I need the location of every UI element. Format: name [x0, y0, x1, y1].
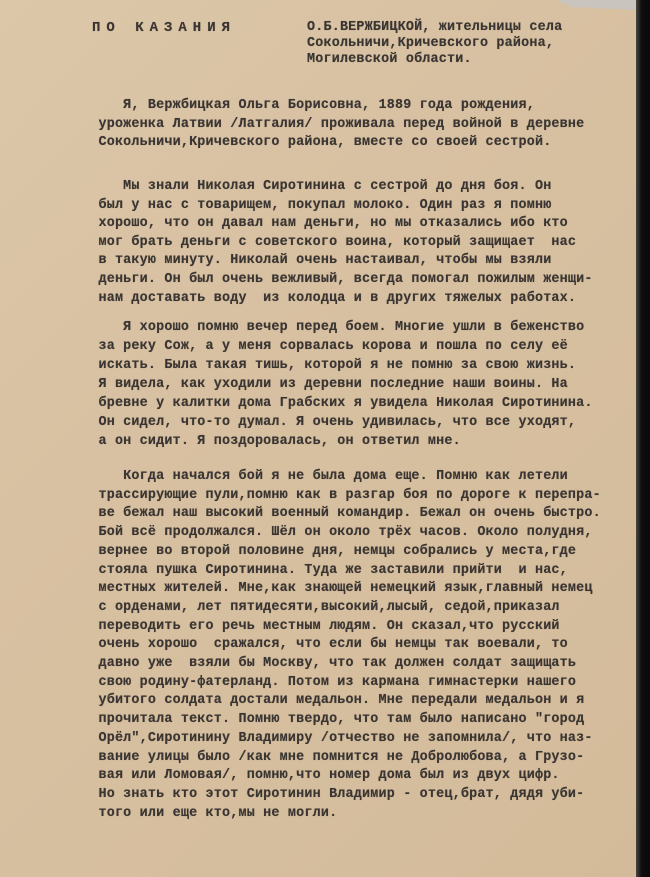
text-line: того или еще кто,мы не могли. [82, 805, 338, 821]
text-line: деньги. Он был очень вежливый, всегда помогал пожилым женщи- [82, 271, 593, 287]
text-line: Когда начался бой я не была дома еще. Помню как летели [82, 469, 568, 484]
text-line: Орёл",Сиротинину Владимиру /отчество не запомнила/, что наз- [82, 730, 593, 746]
text-line: с орденами, лет пятидесяти,высокий,лысый, седой,приказал [82, 599, 560, 615]
text-line: Сокольничи,Кричевского района, вместе со своей сестрой. [82, 135, 552, 151]
text-line: Я хорошо помню вечер перед боем. Многие ушли в беженство [82, 320, 585, 335]
text-line: убитого солдата достали медальон. Мне передали медальон и я [82, 693, 585, 709]
text-line: нам доставать воду из колодца и в других тяжелых работах. [82, 290, 577, 306]
page-corner [556, 0, 636, 10]
text-line: Мы знали Николая Сиротинина с сестрой до дня боя. Он [82, 179, 552, 194]
text-line: свою родину-фатерланд. Потом из кармана гимнастерки нашего [82, 674, 577, 690]
text-line: местных жителей. Мне,как знающей немецкий язык,главный немец [82, 581, 593, 597]
text-line: очень хорошо сражался, что если бы немцы так воевали, то [82, 637, 568, 653]
text-line: вернее во второй половине дня, немцы собрались у места,где [82, 543, 577, 559]
text-line: давно уже взяли бы Москву, что так должен солдат защищать [82, 656, 577, 672]
document-title: ПО КАЗАНИЯ [92, 20, 237, 36]
subject-line: Сокольничи,Кричевского района, [307, 36, 555, 51]
text-line: Бой всё продолжался. Шёл он около трёх часов. Около полудня, [82, 525, 593, 541]
text-line: стояла пушка Сиротинина. Туда же заставили прийти и нас, [82, 562, 568, 578]
paragraph-4 [82, 468, 601, 823]
paragraph-3 [82, 318, 593, 451]
document-subject [307, 20, 562, 68]
text-line: искать. Была такая тишь, которой я не помню за свою жизнь. [82, 358, 577, 373]
text-line: переводить его речь местным людям. Он сказал,что русский [82, 618, 560, 634]
text-line: трассирующие пули,помню как в разгар боя по дороге к перепра- [82, 487, 601, 503]
text-line: вание улицы было /как мне помнится не Добролюбова, а Грузо- [82, 749, 585, 765]
text-line: был у нас с товарищем, покупал молоко. Один раз я помню [82, 197, 552, 213]
text-line: Я, Вержбицкая Ольга Борисовна, 1889 года рождения, [82, 98, 535, 113]
text-line: Но знать кто этот Сиротинин Владимир - отец,брат, дядя уби- [82, 786, 585, 802]
text-line: прочитала текст. Помню твердо, что там было написано "город [82, 712, 585, 728]
text-line: бревне у калитки дома Грабских я увидела Николая Сиротинина. [82, 396, 593, 411]
text-line: а он сидит. Я поздоровалась, он ответил мне. [82, 434, 461, 449]
text-line: за реку Сож, а у меня сорвалась корова и пошла по селу её [82, 339, 568, 354]
text-line: в такую минуту. Николай очень настаивал, чтобы мы взяли [82, 253, 552, 269]
subject-line: О.Б.ВЕРЖБИЦКОЙ, жительницы села [307, 20, 563, 35]
text-line: хорошо, что он давал нам деньги, но мы отказались ибо кто [82, 216, 568, 232]
subject-line: Могилевской области. [307, 52, 472, 67]
paragraph-2 [82, 178, 593, 308]
text-line: ве бежал наш высокий военный командир. Бежал он очень быстро. [82, 506, 601, 522]
scan-edge [636, 0, 650, 877]
text-line: Он сидел, что-то думал. Я очень удивилась, что все уходят, [82, 415, 577, 430]
text-line: вая или Ломовая/, помню,что номер дома был из двух цифр. [82, 768, 560, 784]
text-line: мог брать деньги с советского воина, который защищает нас [82, 234, 577, 250]
paragraph-1 [82, 97, 584, 153]
text-line: Я видела, как уходили из деревни последние наши воины. На [82, 377, 568, 392]
text-line: уроженка Латвии /Латгалия/ проживала перед войной в деревне [82, 116, 585, 132]
